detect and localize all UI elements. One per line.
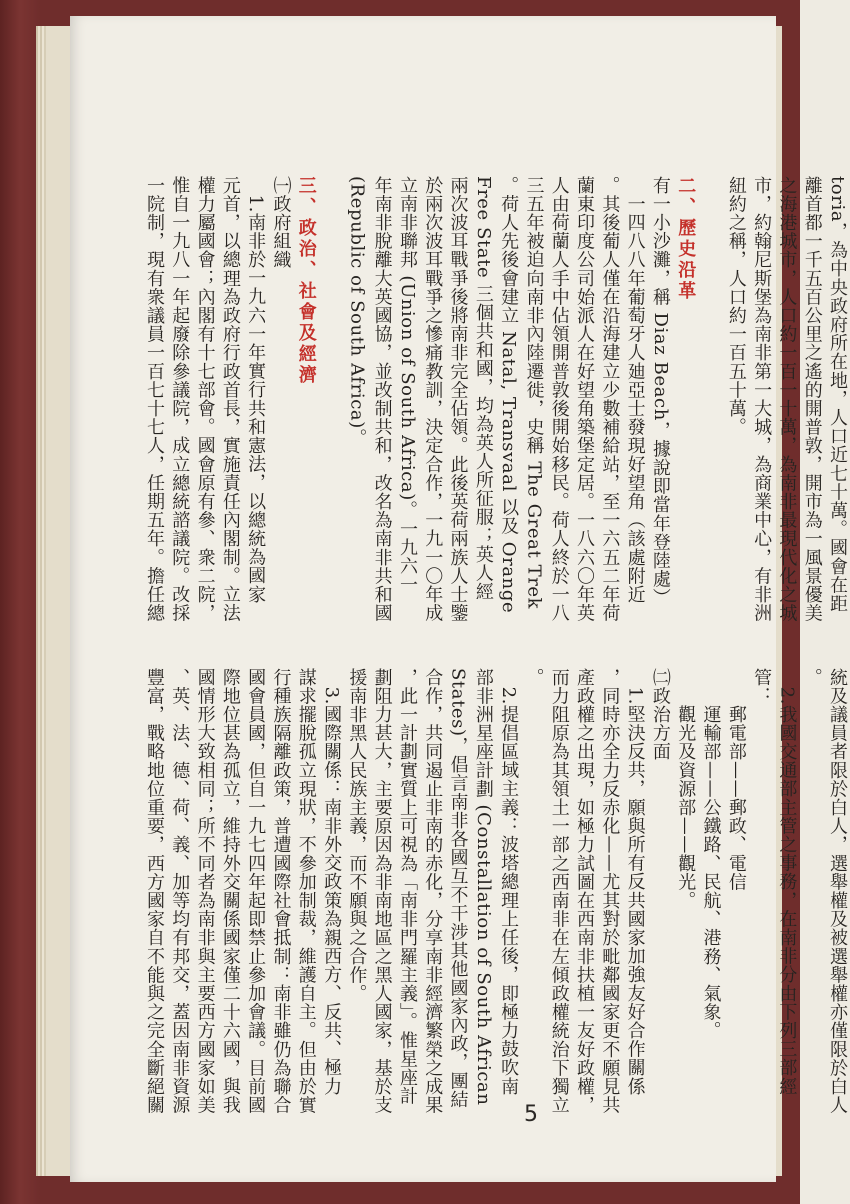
- section-heading: 二、歷史沿革: [675, 176, 697, 302]
- text-line: 而力阻原為其領土一部之西南非在左傾政權統治下獨立: [548, 668, 570, 1115]
- text-line: 。: [523, 668, 545, 687]
- text-line: 。荷人先後會建立 Natal, Transvaal 以及 Orange: [498, 176, 520, 614]
- text-line: 之海港城市，人口約一百一十萬，為南非最現代化之城: [776, 176, 798, 623]
- text-line: 合作，共同遏止非南的赤化，分享南非經濟繁榮之成果: [422, 668, 444, 1115]
- text-line: 謀求擺脫孤立現狀，不參加制裁，維護自主。但由於實: [295, 668, 317, 1115]
- text-line: 離首都一千五百公里之遙的開普敦，開市為一風景優美: [801, 176, 823, 623]
- text-line: 2.我國交通部主管之事務，在南非分由下列三部經: [776, 668, 798, 1096]
- text-line: 2.提倡區域主義：波塔總理上任後，即極力鼓吹南: [498, 668, 520, 1096]
- bottom-text-column: [143, 668, 850, 1115]
- text-line: 三五年被迫向南非內陸遷徙，史稱 The Great Trek: [523, 176, 545, 610]
- text-line: 、英、法、德、荷、義、加等均有邦交，蓋因南非資源: [169, 668, 191, 1115]
- text-line: 援南非黑人民族主義，而不願與之合作。: [346, 668, 368, 1003]
- text-line: 權力屬國會；內閣有十七部會。國會原有參、衆二院，: [194, 176, 216, 623]
- top-text-column: [143, 176, 850, 623]
- text-line: 一四八八年葡萄牙人廸亞士發現好望角（該處附近: [624, 176, 646, 604]
- text-line: 市，約翰尼斯堡為南非第一大城，為商業中心，有非洲: [751, 176, 773, 623]
- text-line: 統及議員者限於白人，選舉權及被選舉權亦僅限於白人: [827, 668, 848, 1115]
- page-number: 5: [524, 1102, 538, 1127]
- text-line: [319, 176, 344, 598]
- text-line: 觀光及資源部——觀光。: [675, 668, 697, 910]
- text-line: toria，為中央政府所在地，人口近七十萬。國會在距: [827, 176, 848, 613]
- text-line: 1.南非於一九六一年實行共和憲法，以總統為國家: [245, 176, 267, 604]
- text-line: 部非洲星座計劃 (Constallation of South African: [472, 668, 494, 1106]
- text-line: [698, 176, 723, 598]
- text-line: 有一小沙灘，稱 Diaz Beach，據說即當年登陸處）: [649, 176, 671, 607]
- text-line: States)，倡言南非各國互不干涉其他國家內政，團結: [447, 668, 469, 1109]
- text-line: 人由荷蘭人手中佔領開普敦後開始移民。荷人終於一八: [548, 176, 570, 623]
- text-line: 行種族隔離政策，普遭國際社會抵制：南非雖仍為聯合: [270, 668, 292, 1115]
- text-line: 兩次波耳戰爭後將南非完全佔領。此後英荷兩族人士鑒: [447, 176, 469, 623]
- text-line: 管：: [751, 668, 773, 706]
- text-line: ㈠政府組織: [270, 176, 292, 269]
- section-heading: 三、政治、社會及經濟: [295, 176, 317, 386]
- book-page: [70, 16, 848, 1182]
- text-line: 國會員國，但自一九七四年起即禁止參加會議。目前國: [245, 668, 267, 1115]
- text-line: 際地位甚為孤立，維持外交關係國家僅二十六國，與我: [219, 668, 241, 1115]
- text-line: 一院制，現有衆議員一百七十七人，任期五年。擔任總: [143, 176, 165, 623]
- text-line: 3.國際關係：南非外交政策為親西方、反共、極力: [321, 668, 343, 1096]
- text-line: 蘭東印度公司始派人在好望角築堡定居。一八六〇年英: [574, 176, 596, 623]
- text-line: 。其後葡人僅在沿海建立少數補給站，至一六五二年荷: [599, 176, 621, 623]
- text-line: 惟自一九八一年起廢除參議院，成立總統諮議院。改採: [169, 176, 191, 623]
- text-line: ，同時亦全力反赤化——尤其對於毗鄰國家更不願見共: [599, 668, 621, 1115]
- text-line: ㈡政治方面: [649, 668, 671, 761]
- text-line: 於兩次波耳戰爭之慘痛教訓，決定合作，一九一〇年成: [422, 176, 444, 623]
- text-line: 運輸部——公鐵路、民航、港務、氣象。: [700, 668, 722, 1040]
- text-line: 國情形大致相同；所不同者為南非與主要西方國家如美: [194, 668, 216, 1115]
- text-line: (Republic of South Africa)。: [346, 176, 368, 448]
- text-line: ，此一計劃實質上可視為「南非門羅主義」。惟星座計: [396, 668, 418, 1106]
- text-line: 郵電部——郵政、電信: [725, 668, 747, 892]
- text-line: 紐約之稱，人口約一百五十萬。: [725, 176, 747, 437]
- text-line: 產政權之出現，如極力試圖在西南非扶植一友好政權，: [574, 668, 596, 1115]
- text-line: 元首，以總理為政府行政首長，實施責任內閣制。立法: [219, 176, 241, 623]
- text-line: 豐富，戰略地位重要，西方國家自不能與之完全斷絕關: [143, 668, 165, 1115]
- text-line: 。: [801, 668, 823, 687]
- text-line: 年南非脫離大英國協，並改制共和，改名為南非共和國: [371, 176, 393, 623]
- text-line: Free State 三個共和國，均為英人所征服；英人經: [472, 176, 494, 601]
- text-line: 立南非聯邦 (Union of South Africa)。一九六一: [396, 176, 418, 594]
- text-line: 劃阻力甚大，主要原因為非南地區之黑人國家，基於支: [371, 668, 393, 1115]
- text-line: 1.堅決反共，願與所有反共國家加強友好合作關係: [624, 668, 646, 1096]
